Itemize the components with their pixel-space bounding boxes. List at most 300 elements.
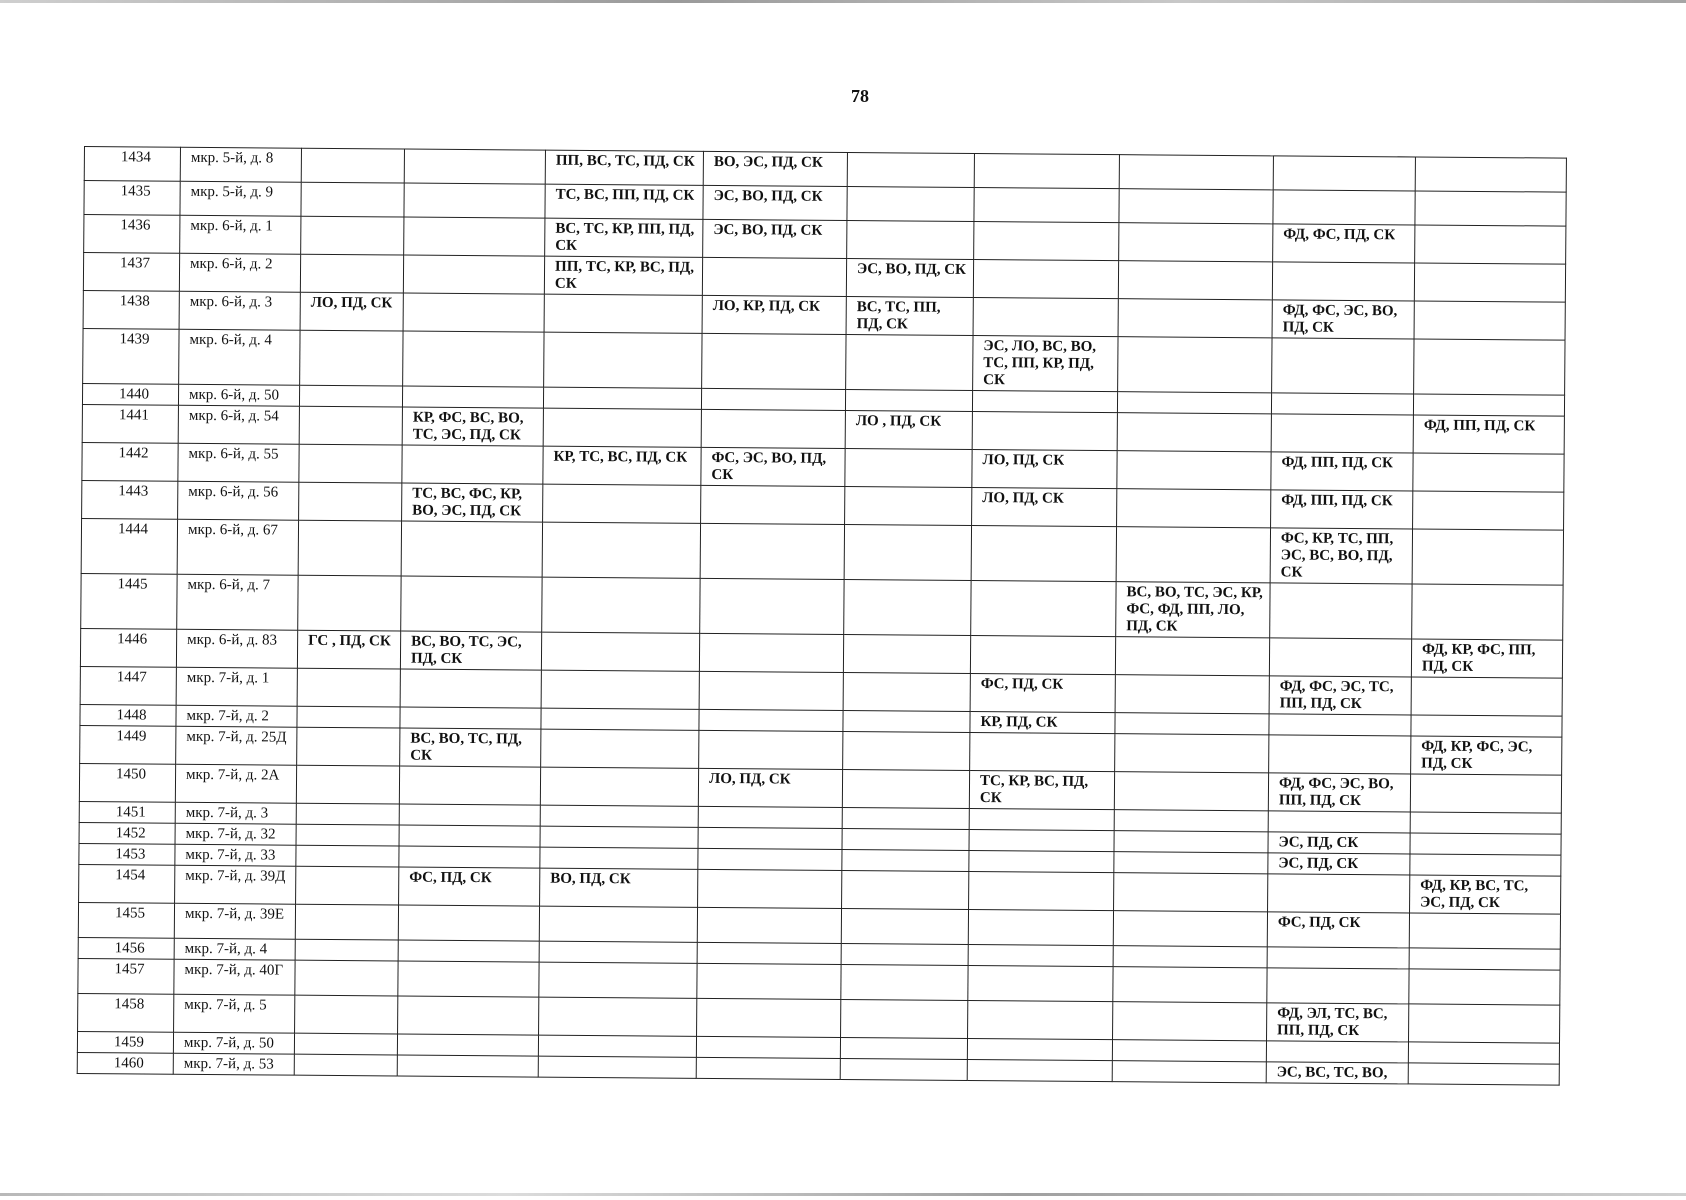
work-codes-cell xyxy=(847,186,974,221)
work-codes-cell xyxy=(400,707,541,729)
work-codes-cell xyxy=(294,1054,397,1076)
work-codes-cell xyxy=(403,293,544,332)
work-codes-cell xyxy=(1117,392,1271,414)
work-codes-cell xyxy=(297,706,400,728)
work-codes-cell xyxy=(1410,833,1561,855)
work-codes-cell: ФС, ПД, СК xyxy=(1267,912,1409,948)
work-codes-cell xyxy=(699,709,843,731)
work-codes-cell xyxy=(295,904,398,940)
address-cell: мкр. 7-й, д. 3 xyxy=(175,802,296,824)
work-codes-cell xyxy=(845,486,972,525)
work-codes-cell xyxy=(845,448,972,487)
work-codes-cell xyxy=(840,1058,967,1080)
work-codes-cell xyxy=(1410,774,1561,813)
row-number: 1445 xyxy=(81,573,177,629)
work-codes-cell xyxy=(301,216,404,255)
work-codes-cell xyxy=(541,670,699,709)
work-codes-cell xyxy=(697,942,841,964)
address-cell: мкр. 7-й, д. 25Д xyxy=(176,726,297,765)
work-codes-cell xyxy=(398,961,539,997)
work-codes-cell xyxy=(1273,190,1415,225)
work-codes-cell xyxy=(1266,1041,1408,1063)
work-codes-cell: ФС, ПД, СК xyxy=(970,673,1115,712)
work-codes-cell: ЭС, ВО, ПД, СК xyxy=(846,258,973,297)
work-codes-cell xyxy=(843,672,970,711)
work-codes-cell xyxy=(698,848,842,870)
work-codes-cell xyxy=(1413,491,1564,530)
work-codes-cell xyxy=(1269,638,1411,677)
address-cell: мкр. 7-й, д. 39Е xyxy=(174,903,295,939)
work-codes-cell: ФД, ПП, ПД, СК xyxy=(1271,452,1413,491)
work-codes-cell xyxy=(1118,261,1272,300)
work-codes-cell xyxy=(701,388,845,410)
work-codes-cell xyxy=(1269,735,1411,774)
work-codes-cell xyxy=(404,183,545,218)
page-number: 78 xyxy=(851,86,869,106)
address-cell: мкр. 7-й, д. 32 xyxy=(175,823,296,845)
work-codes-cell: ЛО, ПД, СК xyxy=(300,292,403,331)
work-codes-cell xyxy=(969,850,1114,872)
work-codes-cell xyxy=(1114,873,1268,912)
work-codes-cell: ФД, ФС, ЭС, ВО, ПД, СК xyxy=(1272,300,1414,339)
work-codes-cell xyxy=(1268,811,1410,833)
work-codes-cell xyxy=(698,869,842,908)
work-codes-cell xyxy=(1411,715,1562,737)
work-codes-cell xyxy=(847,220,974,259)
work-codes-cell xyxy=(300,330,403,386)
work-codes-cell: ПП, ВС, ТС, ПД, СК xyxy=(545,150,703,185)
work-codes-cell xyxy=(972,411,1117,450)
address-cell: мкр. 7-й, д. 50 xyxy=(173,1032,294,1054)
row-number: 1455 xyxy=(78,902,174,938)
work-codes-cell xyxy=(294,1033,397,1055)
address-cell: мкр. 7-й, д. 40Г xyxy=(174,959,295,995)
row-number: 1442 xyxy=(82,442,178,481)
work-codes-cell xyxy=(1114,810,1268,832)
work-codes-cell xyxy=(543,408,701,447)
work-codes-cell xyxy=(296,765,399,804)
work-codes-cell xyxy=(970,635,1115,674)
work-codes-cell: КР, ПД, СК xyxy=(970,711,1115,733)
row-number: 1452 xyxy=(79,822,175,844)
work-codes-cell: ФД, ПП, ПД, СК xyxy=(1413,415,1564,454)
address-cell: мкр. 7-й, д. 53 xyxy=(173,1053,294,1075)
row-number: 1438 xyxy=(83,290,179,329)
work-codes-cell xyxy=(397,1055,538,1077)
work-codes-cell xyxy=(543,484,701,523)
work-codes-cell xyxy=(1415,191,1566,226)
address-cell: мкр. 7-й, д. 2 xyxy=(176,705,297,727)
work-codes-cell xyxy=(1118,337,1272,393)
work-codes-cell xyxy=(1112,1040,1266,1062)
row-number: 1449 xyxy=(80,725,176,764)
work-codes-cell: ФД, КР, ФС, ПП, ПД, СК xyxy=(1411,639,1562,678)
work-codes-cell xyxy=(300,254,403,293)
work-codes-cell: КР, ФС, ВС, ВО, ТС, ЭС, ПД, СК xyxy=(402,407,543,446)
address-cell: мкр. 6-й, д. 1 xyxy=(180,215,301,254)
work-codes-cell: ФД, ФС, ПД, СК xyxy=(1273,224,1415,263)
work-codes-cell xyxy=(846,334,973,390)
work-codes-cell xyxy=(847,152,974,187)
work-codes-cell xyxy=(1412,584,1563,640)
work-codes-cell xyxy=(1268,874,1410,913)
address-cell: мкр. 7-й, д. 33 xyxy=(175,844,296,866)
work-codes-cell: ФД, ЭЛ, ТС, ВС, ПП, ПД, СК xyxy=(1267,1003,1409,1042)
work-codes-cell xyxy=(1114,831,1268,853)
work-codes-cell xyxy=(844,524,971,580)
work-codes-cell: КР, ТС, ВС, ПД, СК xyxy=(543,446,701,485)
work-codes-cell xyxy=(1271,393,1413,415)
work-codes-cell xyxy=(1114,852,1268,874)
work-codes-cell xyxy=(701,485,845,524)
row-number: 1434 xyxy=(84,147,180,182)
work-codes-cell xyxy=(540,847,698,869)
work-codes-cell xyxy=(1117,413,1271,452)
work-codes-cell: ТС, КР, ВС, ПД, СК xyxy=(969,770,1114,809)
work-codes-cell xyxy=(1415,157,1566,192)
work-codes-cell xyxy=(301,148,404,183)
work-codes-cell xyxy=(1414,339,1565,395)
work-codes-cell xyxy=(698,806,842,828)
address-cell: мкр. 6-й, д. 54 xyxy=(178,405,299,444)
work-codes-cell xyxy=(544,332,702,388)
work-codes-cell xyxy=(700,523,844,579)
work-codes-cell xyxy=(1408,1063,1559,1085)
work-codes-cell xyxy=(842,849,969,871)
work-codes-cell: ФД, ФС, ЭС, ВО, ПП, ПД, СК xyxy=(1268,773,1410,812)
work-codes-cell: ФС, КР, ТС, ПП, ЭС, ВС, ВО, ПД, СК xyxy=(1270,528,1412,584)
work-codes-cell xyxy=(1271,414,1413,453)
address-cell: мкр. 6-й, д. 67 xyxy=(177,519,298,575)
work-codes-cell: ВС, ВО, ТС, ПД, СК xyxy=(400,728,541,767)
work-codes-cell xyxy=(1116,527,1270,583)
address-cell: мкр. 6-й, д. 50 xyxy=(178,384,299,406)
document-sheet xyxy=(77,146,1566,1086)
work-codes-cell: ВО, ПД, СК xyxy=(540,868,698,907)
work-codes-cell xyxy=(696,1057,840,1079)
work-codes-cell xyxy=(1117,489,1271,528)
row-number: 1451 xyxy=(79,801,175,823)
scan-edge-top xyxy=(0,0,1686,3)
work-codes-cell xyxy=(1267,968,1409,1004)
work-codes-cell xyxy=(1409,948,1560,970)
work-codes-cell xyxy=(700,578,844,634)
work-codes-cell xyxy=(1119,189,1273,224)
work-codes-cell xyxy=(973,259,1118,298)
work-codes-cell xyxy=(702,257,846,296)
work-codes-cell: ВО, ЭС, ПД, СК xyxy=(703,151,847,186)
work-codes-cell xyxy=(1413,394,1564,416)
work-codes-cell xyxy=(969,829,1114,851)
work-codes-cell xyxy=(968,909,1113,945)
row-number: 1460 xyxy=(77,1052,173,1074)
address-cell: мкр. 5-й, д. 9 xyxy=(180,181,301,216)
work-codes-cell: ФС, ЭС, ВО, ПД, СК xyxy=(701,447,845,486)
work-codes-cell xyxy=(971,580,1116,636)
address-cell: мкр. 6-й, д. 3 xyxy=(179,291,300,330)
work-codes-cell xyxy=(1409,913,1560,949)
work-codes-cell xyxy=(967,1059,1112,1081)
work-codes-cell xyxy=(1413,453,1564,492)
row-number: 1456 xyxy=(78,937,174,959)
work-codes-cell: ЛО, КР, ПД, СК xyxy=(702,295,846,334)
work-codes-cell xyxy=(301,182,404,217)
work-codes-cell xyxy=(298,575,401,631)
work-codes-cell xyxy=(538,1056,696,1078)
work-codes-cell xyxy=(699,671,843,710)
work-codes-cell xyxy=(1113,911,1267,947)
work-codes-cell xyxy=(295,939,398,961)
work-codes-cell xyxy=(403,331,544,387)
work-codes-cell xyxy=(1414,301,1565,340)
row-number: 1448 xyxy=(80,704,176,726)
work-codes-cell xyxy=(973,297,1118,336)
work-codes-cell xyxy=(968,965,1113,1001)
row-number: 1435 xyxy=(84,181,180,216)
work-codes-cell xyxy=(1270,583,1412,639)
row-number: 1454 xyxy=(79,864,175,903)
address-cell: мкр. 7-й, д. 4 xyxy=(174,938,295,960)
work-codes-cell: ГС , ПД, СК xyxy=(297,630,400,669)
work-codes-cell: ФД, ФС, ЭС, ТС, ПП, ПД, СК xyxy=(1269,676,1411,715)
work-codes-cell xyxy=(399,846,540,868)
work-codes-cell xyxy=(697,963,841,999)
work-codes-cell xyxy=(844,579,971,635)
work-codes-cell xyxy=(297,727,400,766)
work-codes-cell xyxy=(841,943,968,965)
work-codes-cell xyxy=(968,944,1113,966)
work-codes-cell xyxy=(699,633,843,672)
work-codes-cell: ЭС, ВО, ПД, СК xyxy=(703,185,847,220)
work-codes-cell xyxy=(701,409,845,448)
address-cell: мкр. 6-й, д. 7 xyxy=(177,574,298,630)
row-number: 1444 xyxy=(81,518,177,574)
work-codes-cell xyxy=(969,808,1114,830)
work-codes-cell: ФД, КР, ФС, ЭС, ПД, СК xyxy=(1411,736,1562,775)
address-cell: мкр. 6-й, д. 83 xyxy=(176,629,297,668)
work-codes-cell xyxy=(841,999,968,1038)
work-codes-cell xyxy=(1113,1002,1267,1041)
work-codes-cell xyxy=(1115,675,1269,714)
work-codes-cell: ЭС, ВО, ПД, СК xyxy=(703,219,847,258)
row-number: 1446 xyxy=(80,628,176,667)
work-codes-cell: ЛО, ПД, СК xyxy=(972,487,1117,526)
work-codes-cell xyxy=(541,632,699,671)
work-codes-cell xyxy=(1409,969,1560,1005)
work-codes-cell: ФС, ПД, СК xyxy=(399,867,540,906)
work-codes-cell xyxy=(296,845,399,867)
work-codes-cell xyxy=(697,998,841,1037)
work-codes-cell xyxy=(1414,263,1565,302)
work-codes-cell xyxy=(295,960,398,996)
work-codes-cell xyxy=(1112,1061,1266,1083)
work-codes-cell xyxy=(1119,223,1273,262)
work-codes-cell xyxy=(702,333,846,389)
work-codes-cell: ЭС, ПД, СК xyxy=(1268,853,1410,875)
address-cell: мкр. 7-й, д. 2А xyxy=(175,764,296,803)
work-codes-cell xyxy=(399,766,540,805)
work-codes-cell xyxy=(399,825,540,847)
work-codes-cell xyxy=(299,385,402,407)
work-codes-cell xyxy=(1115,637,1269,676)
work-codes-cell xyxy=(1267,947,1409,969)
work-codes-cell xyxy=(1114,772,1268,811)
work-codes-cell xyxy=(544,294,702,333)
work-codes-cell xyxy=(401,576,542,632)
work-codes-cell xyxy=(1119,155,1273,190)
work-codes-cell xyxy=(404,217,545,256)
row-number: 1459 xyxy=(77,1031,173,1053)
work-codes-cell xyxy=(401,521,542,577)
work-codes-cell: ЛО, ПД, СК xyxy=(972,449,1117,488)
work-codes-cell xyxy=(1415,225,1566,264)
work-codes-cell xyxy=(1117,451,1271,490)
row-number: 1441 xyxy=(82,404,178,443)
work-codes-cell xyxy=(974,221,1119,260)
work-codes-cell xyxy=(1115,734,1269,773)
work-codes-cell xyxy=(299,444,402,483)
work-codes-cell: ФД, КР, ВС, ТС, ЭС, ПД, СК xyxy=(1410,875,1561,914)
work-codes-cell xyxy=(541,729,699,768)
work-codes-cell xyxy=(539,941,697,963)
work-codes-cell xyxy=(1113,967,1267,1003)
address-cell: мкр. 7-й, д. 39Д xyxy=(175,865,296,904)
work-codes-cell xyxy=(841,964,968,1000)
row-number: 1437 xyxy=(83,253,179,292)
work-codes-cell xyxy=(843,634,970,673)
work-codes-cell xyxy=(968,1000,1113,1039)
work-codes-cell xyxy=(971,525,1116,581)
work-codes-cell: ПП, ТС, КР, ВС, ПД, СК xyxy=(544,256,702,295)
address-cell: мкр. 6-й, д. 55 xyxy=(178,443,299,482)
work-codes-cell xyxy=(542,522,700,578)
work-codes-cell: ТС, ВС, ФС, КР, ВО, ЭС, ПД, СК xyxy=(402,483,543,522)
work-codes-cell xyxy=(969,871,1114,910)
work-codes-cell xyxy=(539,997,697,1036)
row-number: 1457 xyxy=(78,958,174,994)
work-codes-cell xyxy=(296,803,399,825)
work-codes-cell xyxy=(397,1034,538,1056)
work-codes-cell xyxy=(398,940,539,962)
address-cell: мкр. 7-й, д. 1 xyxy=(176,667,297,706)
work-codes-cell xyxy=(296,824,399,846)
work-codes-cell xyxy=(402,445,543,484)
work-codes-cell xyxy=(538,1035,696,1057)
work-codes-cell xyxy=(1273,156,1415,191)
work-codes-cell xyxy=(400,669,541,708)
work-codes-cell xyxy=(970,732,1115,771)
work-codes-cell xyxy=(974,153,1119,188)
work-codes-cell xyxy=(299,406,402,445)
work-codes-cell xyxy=(697,907,841,943)
address-cell: мкр. 7-й, д. 5 xyxy=(174,994,295,1033)
work-codes-cell xyxy=(399,804,540,826)
work-codes-cell xyxy=(1272,262,1414,301)
work-codes-cell xyxy=(1410,854,1561,876)
row-number: 1447 xyxy=(80,666,176,705)
address-cell: мкр. 6-й, д. 2 xyxy=(179,253,300,292)
work-codes-cell xyxy=(403,255,544,294)
work-codes-cell: ЛО , ПД, СК xyxy=(845,410,972,449)
work-codes-cell xyxy=(967,1038,1112,1060)
work-codes-cell xyxy=(539,962,697,998)
row-number: 1440 xyxy=(82,383,178,405)
work-codes-cell xyxy=(1408,1042,1559,1064)
work-codes-cell xyxy=(542,577,700,633)
work-codes-cell xyxy=(696,1036,840,1058)
work-codes-cell xyxy=(1272,338,1414,394)
work-codes-cell xyxy=(1409,1004,1560,1043)
table-body xyxy=(77,147,1566,1086)
work-codes-cell xyxy=(842,870,969,909)
work-codes-cell xyxy=(1113,946,1267,968)
work-codes-cell xyxy=(539,906,697,942)
row-number: 1439 xyxy=(83,328,179,384)
schedule-table xyxy=(77,146,1567,1086)
row-number: 1458 xyxy=(78,993,174,1032)
work-codes-cell: ВС, ВО, ТС, ЭС, ПД, СК xyxy=(400,631,541,670)
work-codes-cell xyxy=(843,731,970,770)
work-codes-cell xyxy=(541,708,699,730)
work-codes-cell xyxy=(840,1037,967,1059)
work-codes-cell xyxy=(540,805,698,827)
work-codes-cell xyxy=(297,668,400,707)
work-codes-cell xyxy=(841,908,968,944)
work-codes-cell: ЛО, ПД, СК xyxy=(698,768,842,807)
work-codes-cell xyxy=(698,827,842,849)
work-codes-cell: ЭС, ЛО, ВС, ВО, ТС, ПП, КР, ПД, СК xyxy=(973,335,1118,391)
work-codes-cell xyxy=(1412,529,1563,585)
work-codes-cell xyxy=(1269,714,1411,736)
work-codes-cell xyxy=(1411,677,1562,716)
work-codes-cell xyxy=(972,390,1117,412)
work-codes-cell: ВС, ВО, ТС, ЭС, КР, ФС, ФД, ПП, ЛО, ПД, СК xyxy=(1116,582,1270,638)
work-codes-cell xyxy=(842,769,969,808)
work-codes-cell xyxy=(404,149,545,184)
address-cell: мкр. 5-й, д. 8 xyxy=(180,147,301,182)
work-codes-cell: ЭС, ВС, ТС, ВО, xyxy=(1266,1062,1408,1084)
work-codes-cell xyxy=(398,996,539,1035)
work-codes-cell xyxy=(1410,812,1561,834)
work-codes-cell xyxy=(402,386,543,408)
row-number: 1453 xyxy=(79,843,175,865)
scan-edge-bottom xyxy=(0,1193,1686,1196)
work-codes-cell xyxy=(974,187,1119,222)
work-codes-cell xyxy=(845,389,972,411)
address-cell: мкр. 6-й, д. 56 xyxy=(178,481,299,520)
work-codes-cell xyxy=(1118,299,1272,338)
work-codes-cell xyxy=(299,482,402,521)
address-cell: мкр. 6-й, д. 4 xyxy=(179,329,300,385)
work-codes-cell: ЭС, ПД, СК xyxy=(1268,832,1410,854)
work-codes-cell xyxy=(842,828,969,850)
work-codes-cell xyxy=(295,995,398,1034)
work-codes-cell xyxy=(1115,713,1269,735)
work-codes-cell xyxy=(540,826,698,848)
work-codes-cell: ФД, ПП, ПД, СК xyxy=(1271,490,1413,529)
row-number: 1443 xyxy=(82,480,178,519)
work-codes-cell xyxy=(398,905,539,941)
work-codes-cell xyxy=(543,387,701,409)
row-number: 1436 xyxy=(84,215,180,254)
work-codes-cell xyxy=(296,866,399,905)
work-codes-cell xyxy=(298,520,401,576)
work-codes-cell xyxy=(842,807,969,829)
work-codes-cell: ВС, ТС, ПП, ПД, СК xyxy=(846,296,973,335)
row-number: 1450 xyxy=(79,763,175,802)
work-codes-cell: ТС, ВС, ПП, ПД, СК xyxy=(545,184,703,219)
work-codes-cell xyxy=(699,730,843,769)
